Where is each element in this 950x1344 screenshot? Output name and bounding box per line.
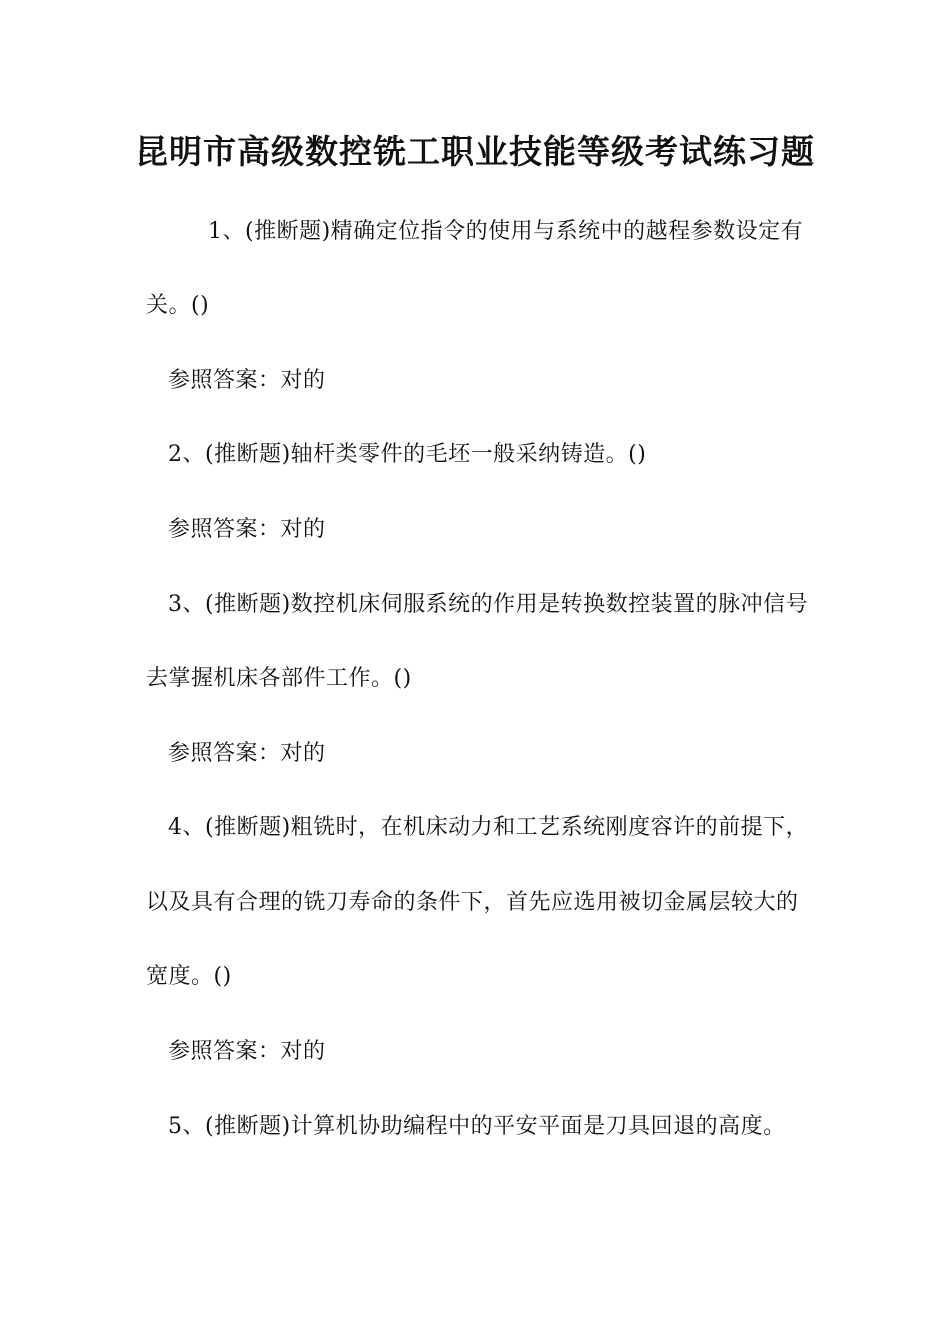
document-title: 昆明市高级数控铣工职业技能等级考试练习题 [135, 132, 815, 171]
question-3-line-1: 3、(推断题)数控机床伺服系统的作用是转换数控装置的脉冲信号 [168, 592, 809, 617]
question-4-line-1: 4、(推断题)粗铣时，在机床动力和工艺系统刚度容许的前提下， [168, 815, 809, 840]
question-3-line-2: 去掌握机床各部件工作。() [146, 666, 412, 691]
question-4-answer: 参照答案：对的 [168, 1039, 326, 1064]
question-1-line-2: 关。() [146, 293, 210, 318]
question-1-answer: 参照答案：对的 [168, 368, 326, 393]
question-4-line-2: 以及具有合理的铣刀寿命的条件下，首先应选用被切金属层较大的 [146, 890, 799, 915]
question-1-line-1: 1、(推断题)精确定位指令的使用与系统中的越程参数设定有 [208, 219, 804, 244]
question-4-line-3: 宽度。() [146, 964, 232, 989]
question-3-answer: 参照答案：对的 [168, 741, 326, 766]
question-2-line-1: 2、(推断题)轴杆类零件的毛坯一般采纳铸造。() [168, 442, 647, 467]
question-2-answer: 参照答案：对的 [168, 517, 326, 542]
question-5-line-1: 5、(推断题)计算机协助编程中的平安平面是刀具回退的高度。 [168, 1114, 786, 1139]
